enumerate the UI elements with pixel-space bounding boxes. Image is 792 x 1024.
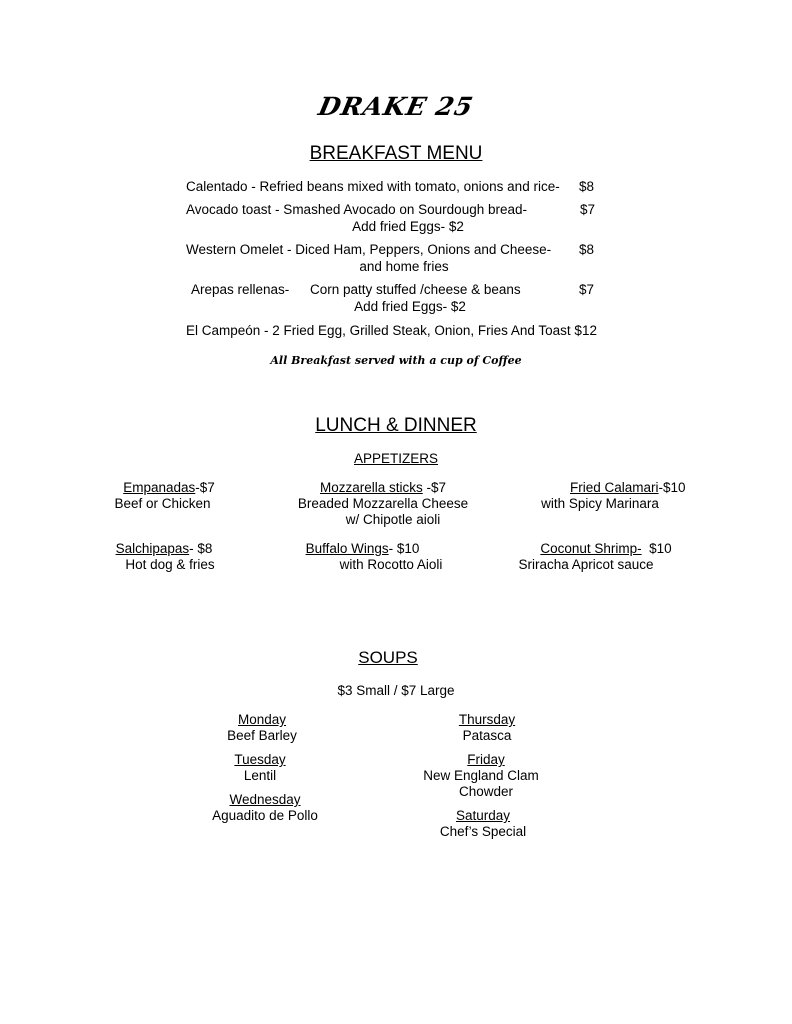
appetizer-price: -$7 <box>195 480 215 495</box>
soup-day <box>423 808 543 840</box>
soup-name: Aguadito de Pollo <box>212 808 318 823</box>
soup-day <box>200 752 320 784</box>
breakfast-item-name: El Campeón - 2 Fried Egg, Grilled Steak, Onion, Fries And Toast $12 <box>186 323 597 338</box>
restaurant-title: DRAKE 25 <box>315 92 477 121</box>
soup-day <box>202 712 322 744</box>
soup-day-name: Tuesday <box>234 752 286 767</box>
breakfast-item-price: $7 <box>580 202 596 217</box>
breakfast-item-extra: and home fries <box>359 259 449 274</box>
breakfast-item-price: $8 <box>579 179 595 194</box>
appetizer-item <box>530 480 686 512</box>
breakfast-item-desc: Corn patty stuffed /cheese & beans <box>310 282 521 297</box>
soup-day-name: Saturday <box>455 808 511 823</box>
breakfast-note: All Breakfast served with a cup of Coffee <box>270 354 522 367</box>
soup-name: New England Clam <box>423 768 539 783</box>
appetizer-name: Salchipapas <box>115 541 190 556</box>
appetizer-desc: Breaded Mozzarella Cheese <box>297 496 469 511</box>
appetizer-price: -$7 <box>422 480 447 495</box>
lunch-dinner-heading: LUNCH & DINNER <box>315 415 477 436</box>
breakfast-item-extra: Add fried Eggs- $2 <box>354 299 466 314</box>
appetizer-item <box>108 541 232 573</box>
appetizer-item <box>510 541 678 573</box>
appetizer-name: Empanadas <box>123 480 196 495</box>
soup-day <box>200 792 330 824</box>
breakfast-heading: BREAKFAST MENU <box>309 143 483 164</box>
appetizer-price: -$10 <box>658 480 686 495</box>
soup-name: Chef’s Special <box>439 824 527 839</box>
soup-name: Beef Barley <box>227 728 297 743</box>
soup-day-name: Monday <box>237 712 287 727</box>
breakfast-item-extra: Add fried Eggs- $2 <box>352 219 464 234</box>
breakfast-item-price: $8 <box>579 242 595 257</box>
appetizer-desc: Hot dog & fries <box>125 557 215 572</box>
appetizer-price: $10 <box>641 541 672 556</box>
breakfast-item-name: Calentado - Refried beans mixed with tomato, onions and rice- <box>186 179 560 194</box>
soups-price-line: $3 Small / $7 Large <box>337 683 455 698</box>
appetizer-desc: with Rocotto Aioli <box>339 557 443 572</box>
appetizer-desc: Beef or Chicken <box>114 496 211 511</box>
appetizer-desc: Sriracha Apricot sauce <box>518 557 654 572</box>
appetizer-name: Mozzarella sticks <box>319 480 423 495</box>
breakfast-item-name: Arepas rellenas- <box>191 282 290 297</box>
appetizer-item <box>295 541 455 573</box>
soup-day-name: Friday <box>467 752 505 767</box>
appetizer-desc: with Spicy Marinara <box>541 496 659 511</box>
breakfast-item-name: Western Omelet - Diced Ham, Peppers, Onions and Cheese- <box>186 242 552 257</box>
soups-heading: SOUPS <box>358 648 418 667</box>
appetizer-item <box>290 480 476 528</box>
breakfast-item-price: $7 <box>579 282 595 297</box>
appetizer-name: Coconut Shrimp- <box>540 541 642 556</box>
appetizer-name: Buffalo Wings <box>305 541 389 556</box>
appetizer-price: - $10 <box>388 541 420 556</box>
appetizer-name: Fried Calamari <box>570 480 659 495</box>
soup-day <box>420 752 552 800</box>
soup-day <box>427 712 547 744</box>
appetizers-heading: APPETIZERS <box>353 451 439 466</box>
soup-day-name: Thursday <box>458 712 516 727</box>
soup-name: Lentil <box>243 768 277 783</box>
soup-day-name: Wednesday <box>229 792 301 807</box>
soup-name-line2: Chowder <box>458 784 514 799</box>
breakfast-item-name: Avocado toast - Smashed Avocado on Sourdough bread- <box>186 202 527 217</box>
appetizer-price: - $8 <box>189 541 213 556</box>
appetizer-desc-line2: w/ Chipotle aioli <box>345 512 441 527</box>
soup-name: Patasca <box>462 728 512 743</box>
appetizer-item <box>110 480 228 512</box>
